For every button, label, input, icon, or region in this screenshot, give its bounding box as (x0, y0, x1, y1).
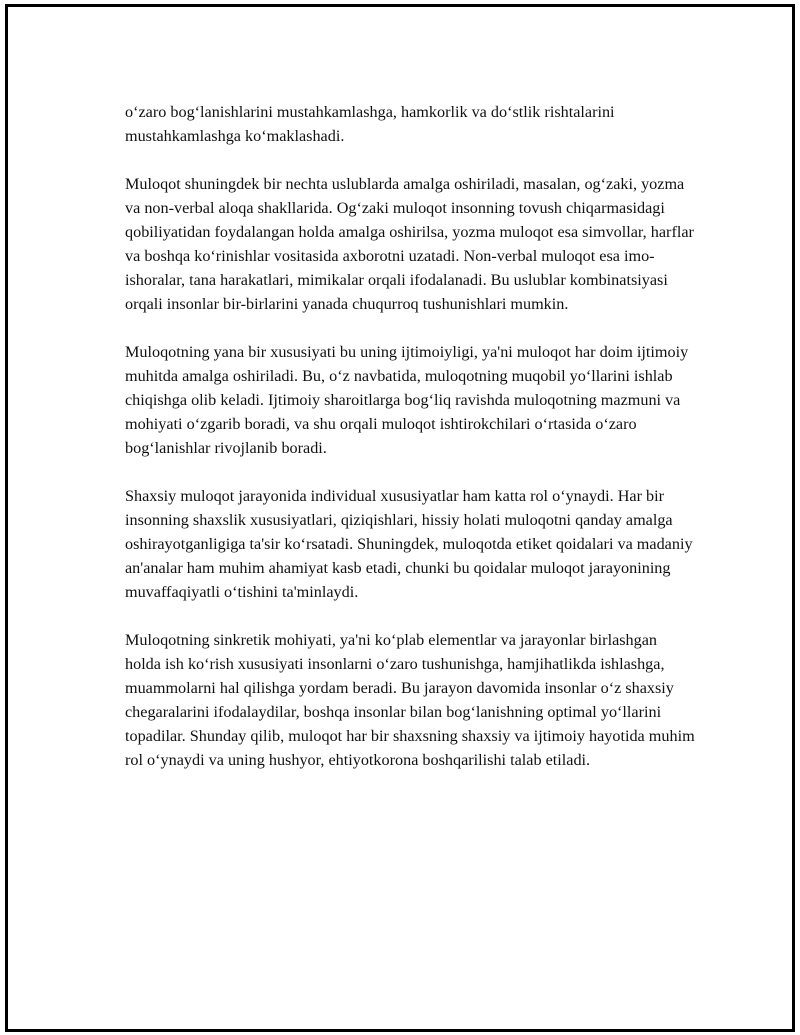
paragraph-2: Muloqot shuningdek bir nechta uslublarda amalga oshiriladi, masalan, og‘zaki, yozma va non-verbal aloqa shakllarida. Og‘zaki muloqot insonning tovush chiqarmasidagi qobiliyatidan foydalangan holda amalga oshirilsa, yozma muloqot esa simvollar, harflar va boshqa ko‘rinishlar vositasida axborotni uzatadi. Non-verbal muloqot esa imo-ishoralar, tana harakatlari, mimikalar orqali ifodalanadi. Bu uslublar kombinatsiyasi orqali insonlar bir-birlarini yanada chuqurroq tushunishlari mumkin. (125, 175, 694, 313)
paragraph-3: Muloqotning yana bir xususiyati bu uning ijtimoiyligi, ya'ni muloqot har doim ijtimoiy muhitda amalga oshiriladi. Bu, o‘z navbatida, muloqotning muqobil yo‘llarini ishlab chiqishga olib keladi. Ijtimoiy sharoitlarga bog‘liq ravishda muloqotning mazmuni va mohiyati o‘zgarib boradi, va shu orqali muloqot ishtirokchilari o‘rtasida o‘zaro bog‘lanishlar rivojlanib boradi. (125, 343, 689, 457)
paragraph-4: Shaxsiy muloqot jarayonida individual xususiyatlar ham katta rol o‘ynaydi. Har bir insonning shaxslik xususiyatlari, qiziqishlari, hissiy holati muloqotni qanday amalga oshirayotganligiga ta'sir ko‘rsatadi. Shuningdek, muloqotda etiket qoidalari va madaniy an'analar ham muhim ahamiyat kasb etadi, chunki bu qoidalar muloqot jarayonining muvaffaqiyatli o‘tishini ta'minlaydi. (125, 487, 693, 601)
paragraph-5: Muloqotning sinkretik mohiyati, ya'ni ko‘plab elementlar va jarayonlar birlashgan holda ish ko‘rish xususiyati insonlarni o‘zaro tushunishga, hamjihatlikda ishlashga, muammolarni hal qilishga yordam beradi. Bu jarayon davomida insonlar o‘z shaxsiy chegaralarini ifodalaydilar, boshqa insonlar bilan bog‘lanishning optimal yo‘llarini topadilar. Shunday qilib, muloqot har bir shaxsning shaxsiy va ijtimoiy hayotida muhim rol o‘ynaydi va uning hushyor, ehtiyotkorona boshqarilishi talab etiladi. (125, 631, 695, 769)
paragraph-1: o‘zaro bog‘lanishlarini mustahkamlashga, hamkorlik va do‘stlik rishtalarini mustahkamlashga ko‘maklashadi. (125, 103, 615, 145)
document-body (125, 100, 697, 796)
page-frame (5, 4, 795, 1032)
